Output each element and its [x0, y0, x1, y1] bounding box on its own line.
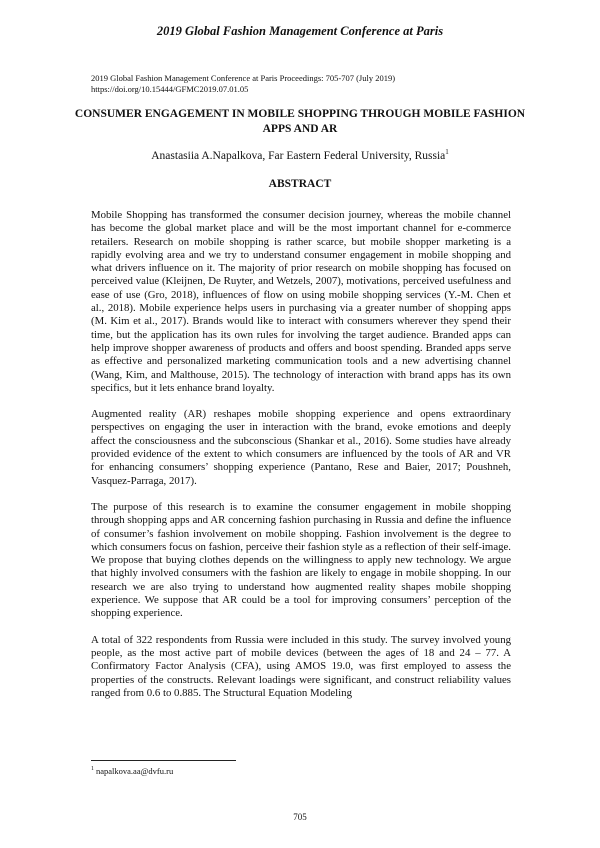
doi-link[interactable]: https://doi.org/10.15444/GFMC2019.07.01.05: [91, 84, 249, 94]
page-number: 705: [293, 812, 307, 822]
abstract-heading: ABSTRACT: [268, 178, 332, 190]
running-header: 2019 Global Fashion Management Conference at Paris: [156, 24, 444, 38]
footnote-divider: [91, 760, 236, 761]
paper-title: CONSUMER ENGAGEMENT IN MOBILE SHOPPING THROUGH MOBILE FASHION APPS AND AR: [74, 108, 526, 135]
footnote-marker: 1: [91, 766, 94, 773]
author-affiliation: Anastasiia A.Napalkova, Far Eastern Federal University, Russia: [151, 150, 446, 162]
footnote-email[interactable]: napalkova.aa@dvfu.ru: [96, 766, 174, 776]
abstract-paragraph-3: The purpose of this research is to examine the consumer engagement in mobile shopping through shopping apps and AR concerning fashion purchasing in Russia and define the influence of consumer’s fashion involvement on mobile shopping. Fashion involvement is the degree to which consumers focus on fashion, perceive their fashion style as a reflection of their self-image. We propose that buying clothes depends on the willingness to apply new technology. We argue that highly involved consumers with the fashion are likely to engage in mobile shopping. In our research we are also trying to understand how augmented reality shapes mobile shopping experience. We suppose that AR could be a tool for improving consumers’ perception of the shopping experience.: [91, 500, 511, 620]
author-line: [0, 150, 600, 162]
proceedings-info: [91, 73, 511, 95]
abstract-paragraph-2: Augmented reality (AR) reshapes mobile shopping experience and opens extraordinary perspectives on engaging the user in interaction with the brand, evoke emotions and deeply affect the consciousness and the subconscious (Shankar et al., 2016). Some studies have already provided evidence of the extent to which consumers are influenced by the tools of AR and VR for enhancing consumers’ shopping experience (Pantano, Rese and Baier, 2017; Poushneh, Vasquez-Parraga, 2017).: [91, 408, 511, 487]
abstract-paragraph-1: Mobile Shopping has transformed the consumer decision journey, whereas the mobile channel has become the global market place and will be the most important channel for e-commerce retailers. Research on mobile shopping is rather scarce, but mobile shopper marketing is a rapidly evolving area and we try to understand consumer engagement in mobile shopping and what drivers influence on it. The majority of prior research on mobile shopping has focused on perceived value (Kleijnen, De Ruyter, and Wetzels, 2007), motivations, perceived usefulness and ease of use (Gro, 2018), influences of flow on using mobile shopping services (Y.-M. Chen et al., 2018). Mobile experience helps users in purchasing via a greater number of shopping apps (M. Kim et al., 2017). Brands would like to interact with consumers wherever they spend their time, but the application has its own rules for involving the target audience. Branded apps can help improve shopper awareness of products and offers and boost spending. Branded apps serve as effective and personalized marketing communication tools and a new advertising channel (Wang, Kim, and Malthouse, 2015). The technology of interaction with brand apps has its own specifics, but it lets enhance brand loyalty.: [91, 209, 511, 394]
footnote: [91, 766, 173, 776]
author-footnote-marker[interactable]: 1: [445, 148, 449, 157]
abstract-paragraph-4: A total of 322 respondents from Russia were included in this study. The survey involved young people, as the most active part of mobile devices (between the ages of 18 and 24 – 77. A Confirmatory Factor Analysis (CFA), using AMOS 19.0, was first employed to assess the properties of the constructs. Relevant loadings were significant, and construct reliability values ranged from 0.6 to 0.885. The Structural Equation Modeling: [91, 633, 511, 699]
abstract-body: [91, 209, 511, 713]
proceedings-citation: 2019 Global Fashion Management Conference at Paris Proceedings: 705-707 (July 2019): [91, 73, 396, 83]
